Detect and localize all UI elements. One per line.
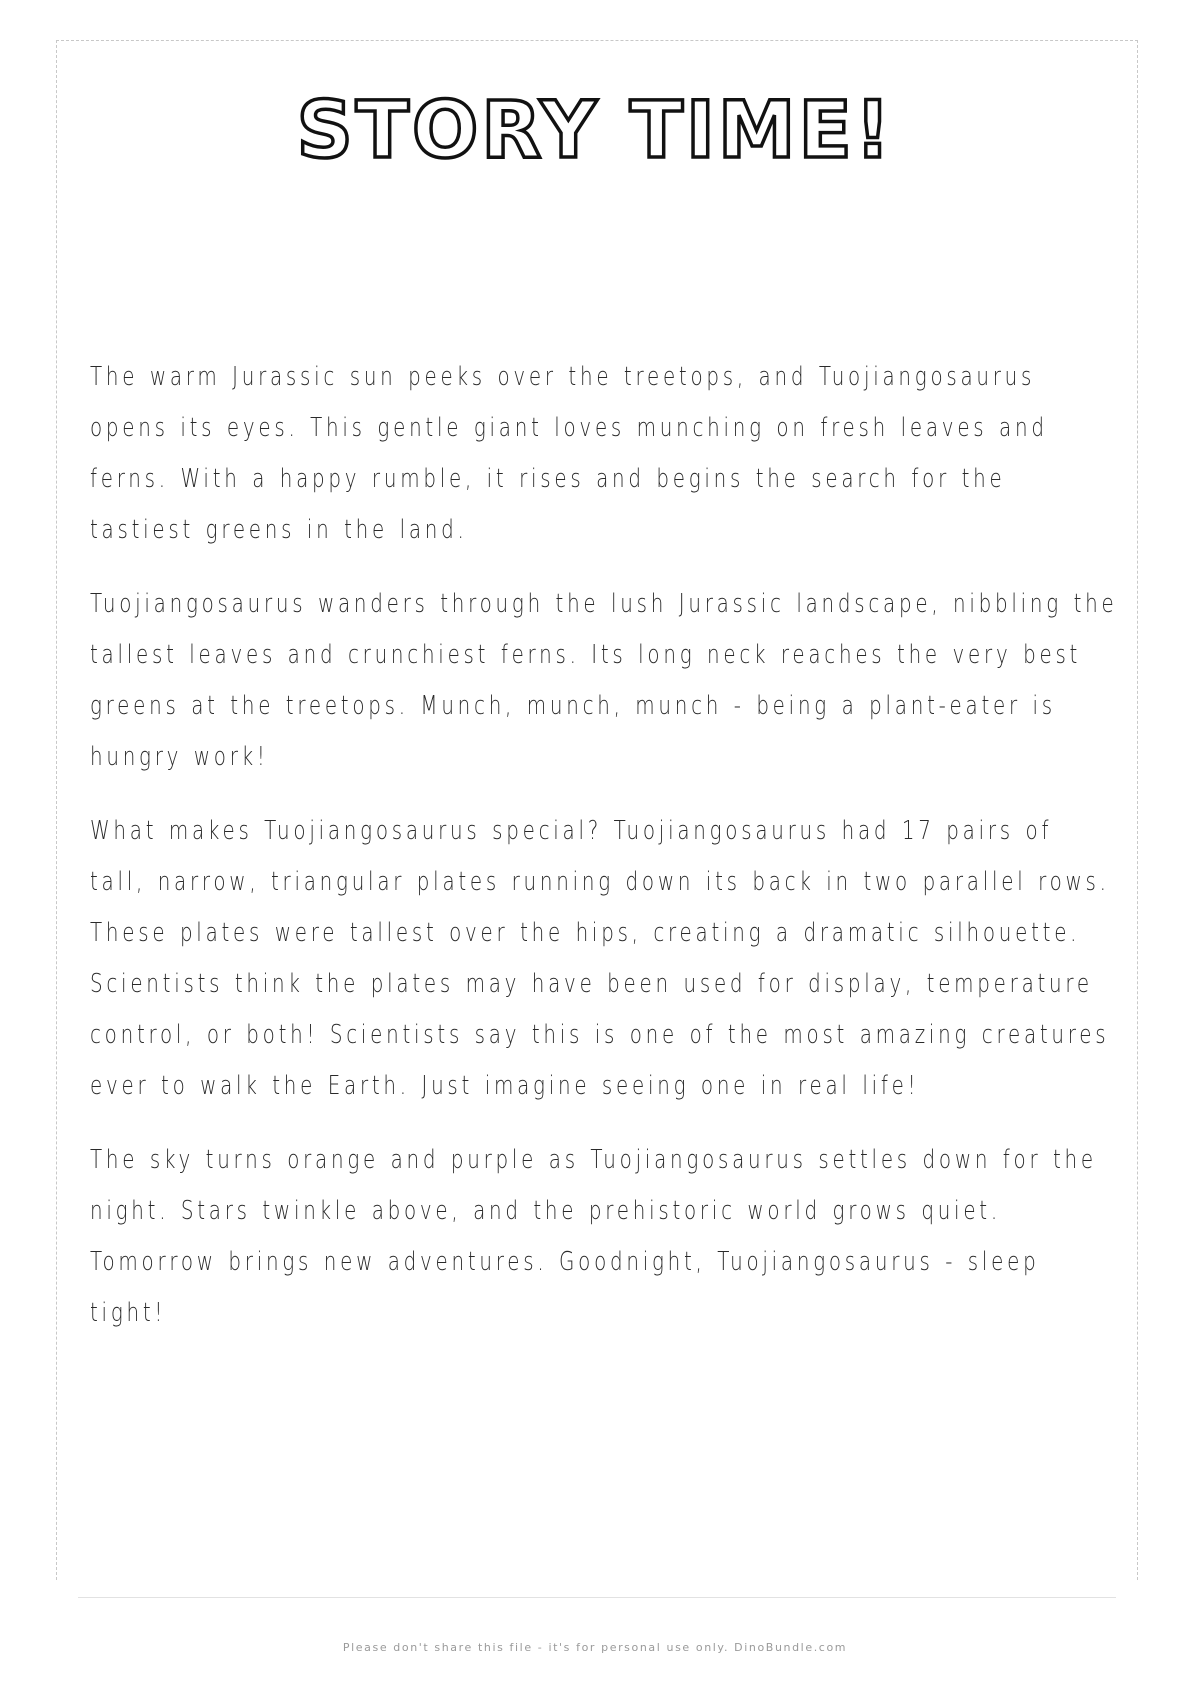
footer-divider	[78, 1597, 1116, 1598]
story-body	[90, 352, 1120, 1362]
page-title: STORY TIME!	[296, 86, 894, 176]
footer-note: Please don't share this file - it's for personal use only. DinoBundle.com	[342, 1641, 848, 1654]
story-paragraph-wandering: Tuojiangosaurus wanders through the lush Jurassic landscape, nibbling the tallest leaves and crunchiest ferns. Its long neck reaches the very best greens at the treetops. Munch, munch, munch - being a plant-eater is hungry work!	[90, 589, 1118, 772]
story-paragraph-morning: The warm Jurassic sun peeks over the treetops, and Tuojiangosaurus opens its eyes. This gentle giant loves munching on fresh leaves and ferns. With a happy rumble, it rises and begins the search for the tastiest greens in the land.	[90, 362, 1048, 545]
story-paragraph-facts: What makes Tuojiangosaurus special? Tuojiangosaurus had 17 pairs of tall, narrow, triangular plates running down its back in two parallel rows. These plates were tallest over the hips, creating a dramatic silhouette. Scientists think the plates may have been used for display, temperature control, or both! Scientists say this is one of the most amazing creatures ever to walk the Earth. Just imagine seeing one in real life!	[90, 816, 1110, 1101]
story-paragraph-night: The sky turns orange and purple as Tuojiangosaurus settles down for the night. Stars twinkle above, and the prehistoric world grows quiet. Tomorrow brings new adventures. Goodnight, Tuojiangosaurus - sleep tight!	[90, 1145, 1097, 1328]
